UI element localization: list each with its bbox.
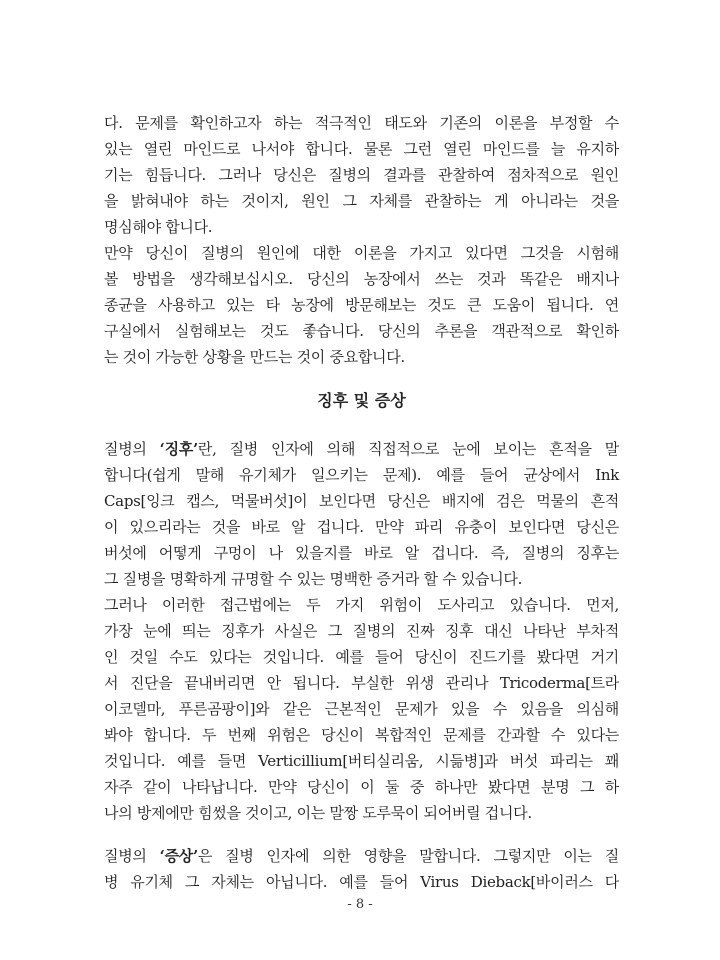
bold-term-signs: ‘징후’	[159, 440, 198, 458]
text-line: 볼 방법을 생각해보십시오. 당신의 농장에서 쓰는 것과 똑같은 배지나	[104, 270, 619, 288]
text-line: 이코델마, 푸른곰팡이]와 같은 근본적인 문제가 있을 수 있음을 의심해	[104, 700, 619, 718]
text-line: 다. 문제를 확인하고자 하는 적극적인 태도와 기존의 이론을 부정할 수	[104, 114, 619, 132]
paragraph-theory-test	[104, 240, 619, 370]
text-line: 질병의 ‘증상’은 질병 인자에 의한 영향을 말합니다. 그렇지만 이는 질	[104, 847, 619, 865]
document-body	[104, 110, 619, 895]
text-line: Caps[잉크 캡스, 먹물버섯]이 보인다면 당신은 배지에 검은 먹물의 흔적	[104, 492, 619, 510]
text-line: 이 있으리라는 것을 바로 알 겁니다. 만약 파리 유충이 보인다면 당신은	[104, 518, 619, 536]
paragraph-signs	[104, 436, 619, 592]
text-line: 만약 당신이 질병의 원인에 대한 이론을 가지고 있다면 그것을 시험해	[104, 244, 619, 262]
paragraph-intro	[104, 110, 619, 240]
text-line: 합니다(쉽게 말해 유기체가 일으키는 문제). 예를 들어 균상에서 Ink	[104, 466, 619, 484]
text-line: 가장 눈에 띄는 징후가 사실은 그 질병의 진짜 징후 대신 나타난 부차적	[104, 622, 619, 640]
text-line: 병 유기체 그 자체는 아닙니다. 예를 들어 Virus Dieback[바이러스 다	[104, 873, 619, 891]
text-line: 그러나 이러한 접근법에는 두 가지 위험이 도사리고 있습니다. 먼저,	[104, 596, 619, 614]
text-line: 그 질병을 명확하게 규명할 수 있는 명백한 증거라 할 수 있습니다.	[104, 570, 523, 588]
text-line: 버섯에 어떻게 구멍이 나 있을지를 바로 알 겁니다. 즉, 질병의 징후는	[104, 544, 619, 562]
text-line: 서 진단을 끝내버리면 안 됩니다. 부실한 위생 관리나 Tricoderma[트라	[104, 674, 619, 692]
text-line: 기는 힘듭니다. 그러나 당신은 질병의 결과를 관찰하여 점차적으로 원인	[104, 166, 619, 184]
text-line: 명심해야 합니다.	[104, 218, 213, 236]
text-line: 구실에서 실험해보는 것도 좋습니다. 당신의 추론을 객관적으로 확인하	[104, 322, 619, 340]
text-line: 자주 같이 나타납니다. 만약 당신이 이 둘 중 하나만 봤다면 분명 그 하	[104, 778, 619, 796]
paragraph-symptoms	[104, 843, 619, 895]
section-heading: 징후 및 증상	[317, 391, 406, 410]
paragraph-risks	[104, 592, 619, 826]
text-line: 종균을 사용하고 있는 타 농장에 방문해보는 것도 큰 도움이 됩니다. 연	[104, 296, 619, 314]
text-line: 는 것이 가능한 상황을 만드는 것이 중요합니다.	[104, 348, 405, 366]
text-line: 인 것일 수도 있다는 것입니다. 예를 들어 당신이 진드기를 봤다면 거기	[104, 648, 619, 666]
bold-term-symptoms: ‘증상’	[159, 847, 198, 865]
text-line: 질병의 ‘징후’란, 질병 인자에 의해 직접적으로 눈에 보이는 흔적을 말	[104, 440, 619, 458]
page-number: - 8 -	[347, 897, 373, 912]
text-line: 있는 열린 마인드로 나서야 합니다. 물론 그런 열린 마인드를 늘 유지하	[104, 140, 619, 158]
text-line: 봐야 합니다. 두 번째 위험은 당신이 복합적인 문제를 간과할 수 있다는	[104, 726, 619, 744]
text-line: 것입니다. 예를 들면 Verticillium[버티실리움, 시듦병]과 버섯 파리는 꽤	[104, 752, 619, 770]
text-line: 을 밝혀내야 하는 것이지, 원인 그 자체를 관찰하는 게 아니라는 것을	[104, 192, 619, 210]
text-line: 나의 방제에만 힘썼을 것이고, 이는 말짱 도루묵이 되어버릴 겁니다.	[104, 804, 532, 822]
